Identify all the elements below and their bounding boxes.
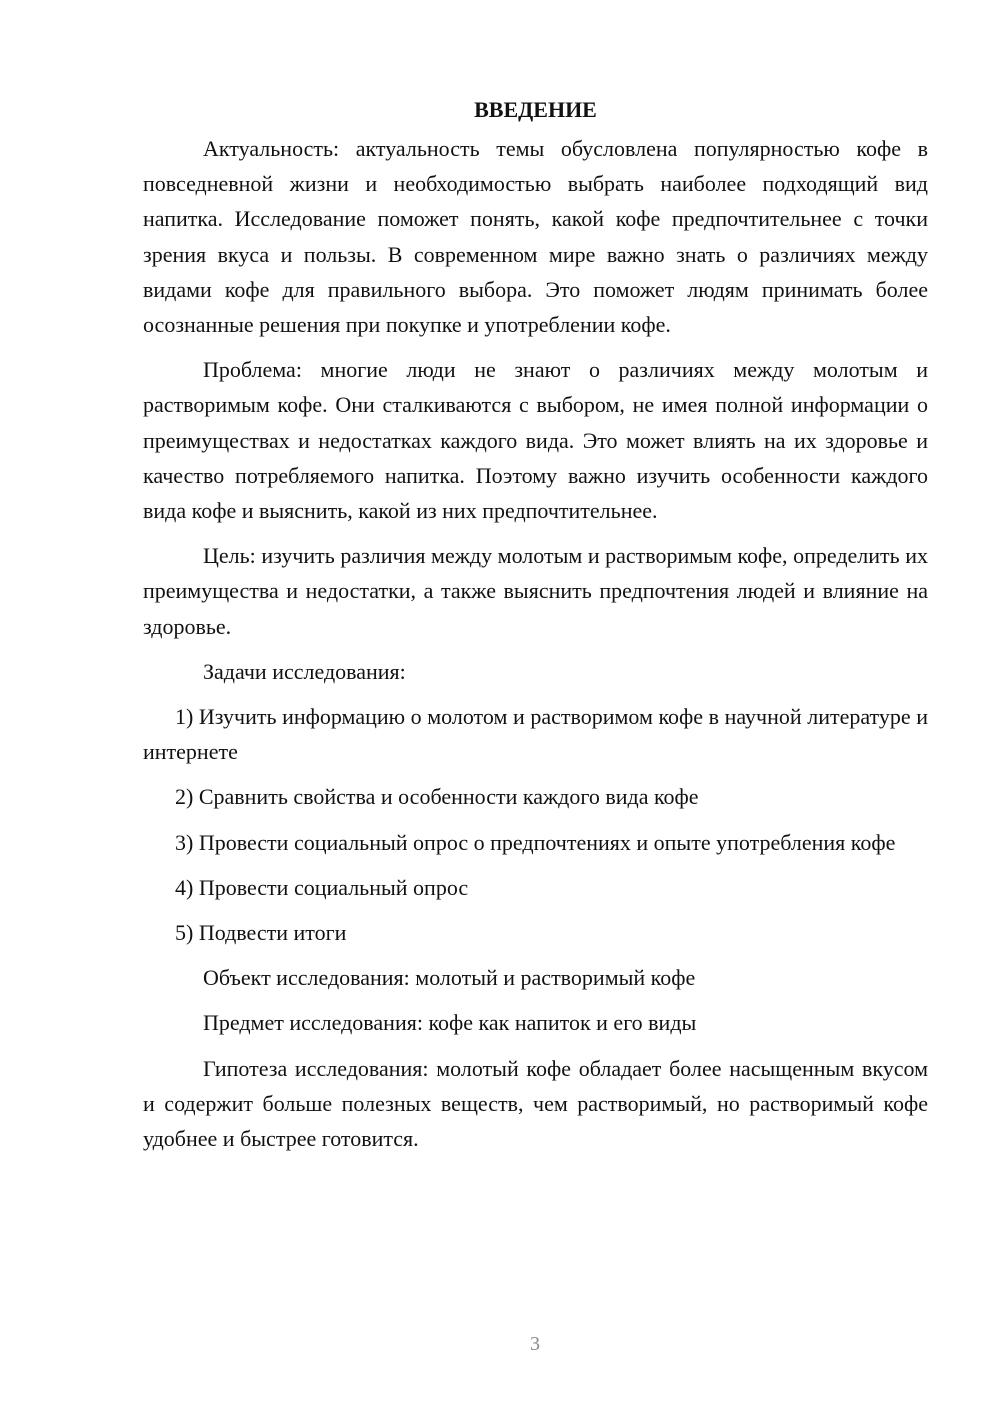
research-subject: Предмет исследования: кофе как напиток и его виды	[203, 1010, 697, 1036]
page-content	[143, 92, 928, 1166]
task-item-1: 1) Изучить информацию о молотом и растворимом кофе в научной литературе и интернете	[143, 704, 928, 765]
research-hypothesis: Гипотеза исследования: молотый кофе обладает более насыщенным вкусом и содержит больше полезных веществ, чем растворимый, но растворимый кофе удобнее и быстрее готовится.	[143, 1055, 928, 1152]
task-item-5: 5) Подвести итоги	[175, 920, 347, 946]
section-title: ВВЕДЕНИЕ	[474, 97, 597, 122]
task-item-2: 2) Сравнить свойства и особенности каждого вида кофе	[175, 784, 699, 810]
paragraph-goal: Цель: изучить различия между молотым и растворимым кофе, определить их преимущества и недостатки, а также выяснить предпочтения людей и влияние на здоровье.	[143, 543, 928, 639]
tasks-heading: Задачи исследования:	[203, 658, 406, 684]
paragraph-relevance: Актуальность: актуальность темы обусловлена популярностью кофе в повседневной жизни и необходимостью выбрать наиболее подходящий вид напитка. Исследование поможет понять, какой кофе предпочтительнее с точки зрения вкуса и пользы. В современном мире важно знать о различиях между видами кофе для правильного выбора. Это поможет людям принимать более осознанные решения при покупке и употреблении кофе.	[143, 136, 928, 338]
research-object: Объект исследования: молотый и растворимый кофе	[203, 965, 696, 991]
page-number: 3	[530, 1333, 540, 1355]
task-item-3: 3) Провести социальный опрос о предпочтениях и опыте употребления кофе	[175, 829, 896, 855]
task-item-4: 4) Провести социальный опрос	[175, 874, 469, 900]
paragraph-problem: Проблема: многие люди не знают о различиях между молотым и растворимым кофе. Они сталкиваются с выбором, не имея полной информации о преимуществах и недостатках каждого вида. Это может влиять на их здоровье и качество потребляемого напитка. Поэтому важно изучить особенности каждого вида кофе и выяснить, какой из них предпочтительнее.	[143, 357, 928, 524]
